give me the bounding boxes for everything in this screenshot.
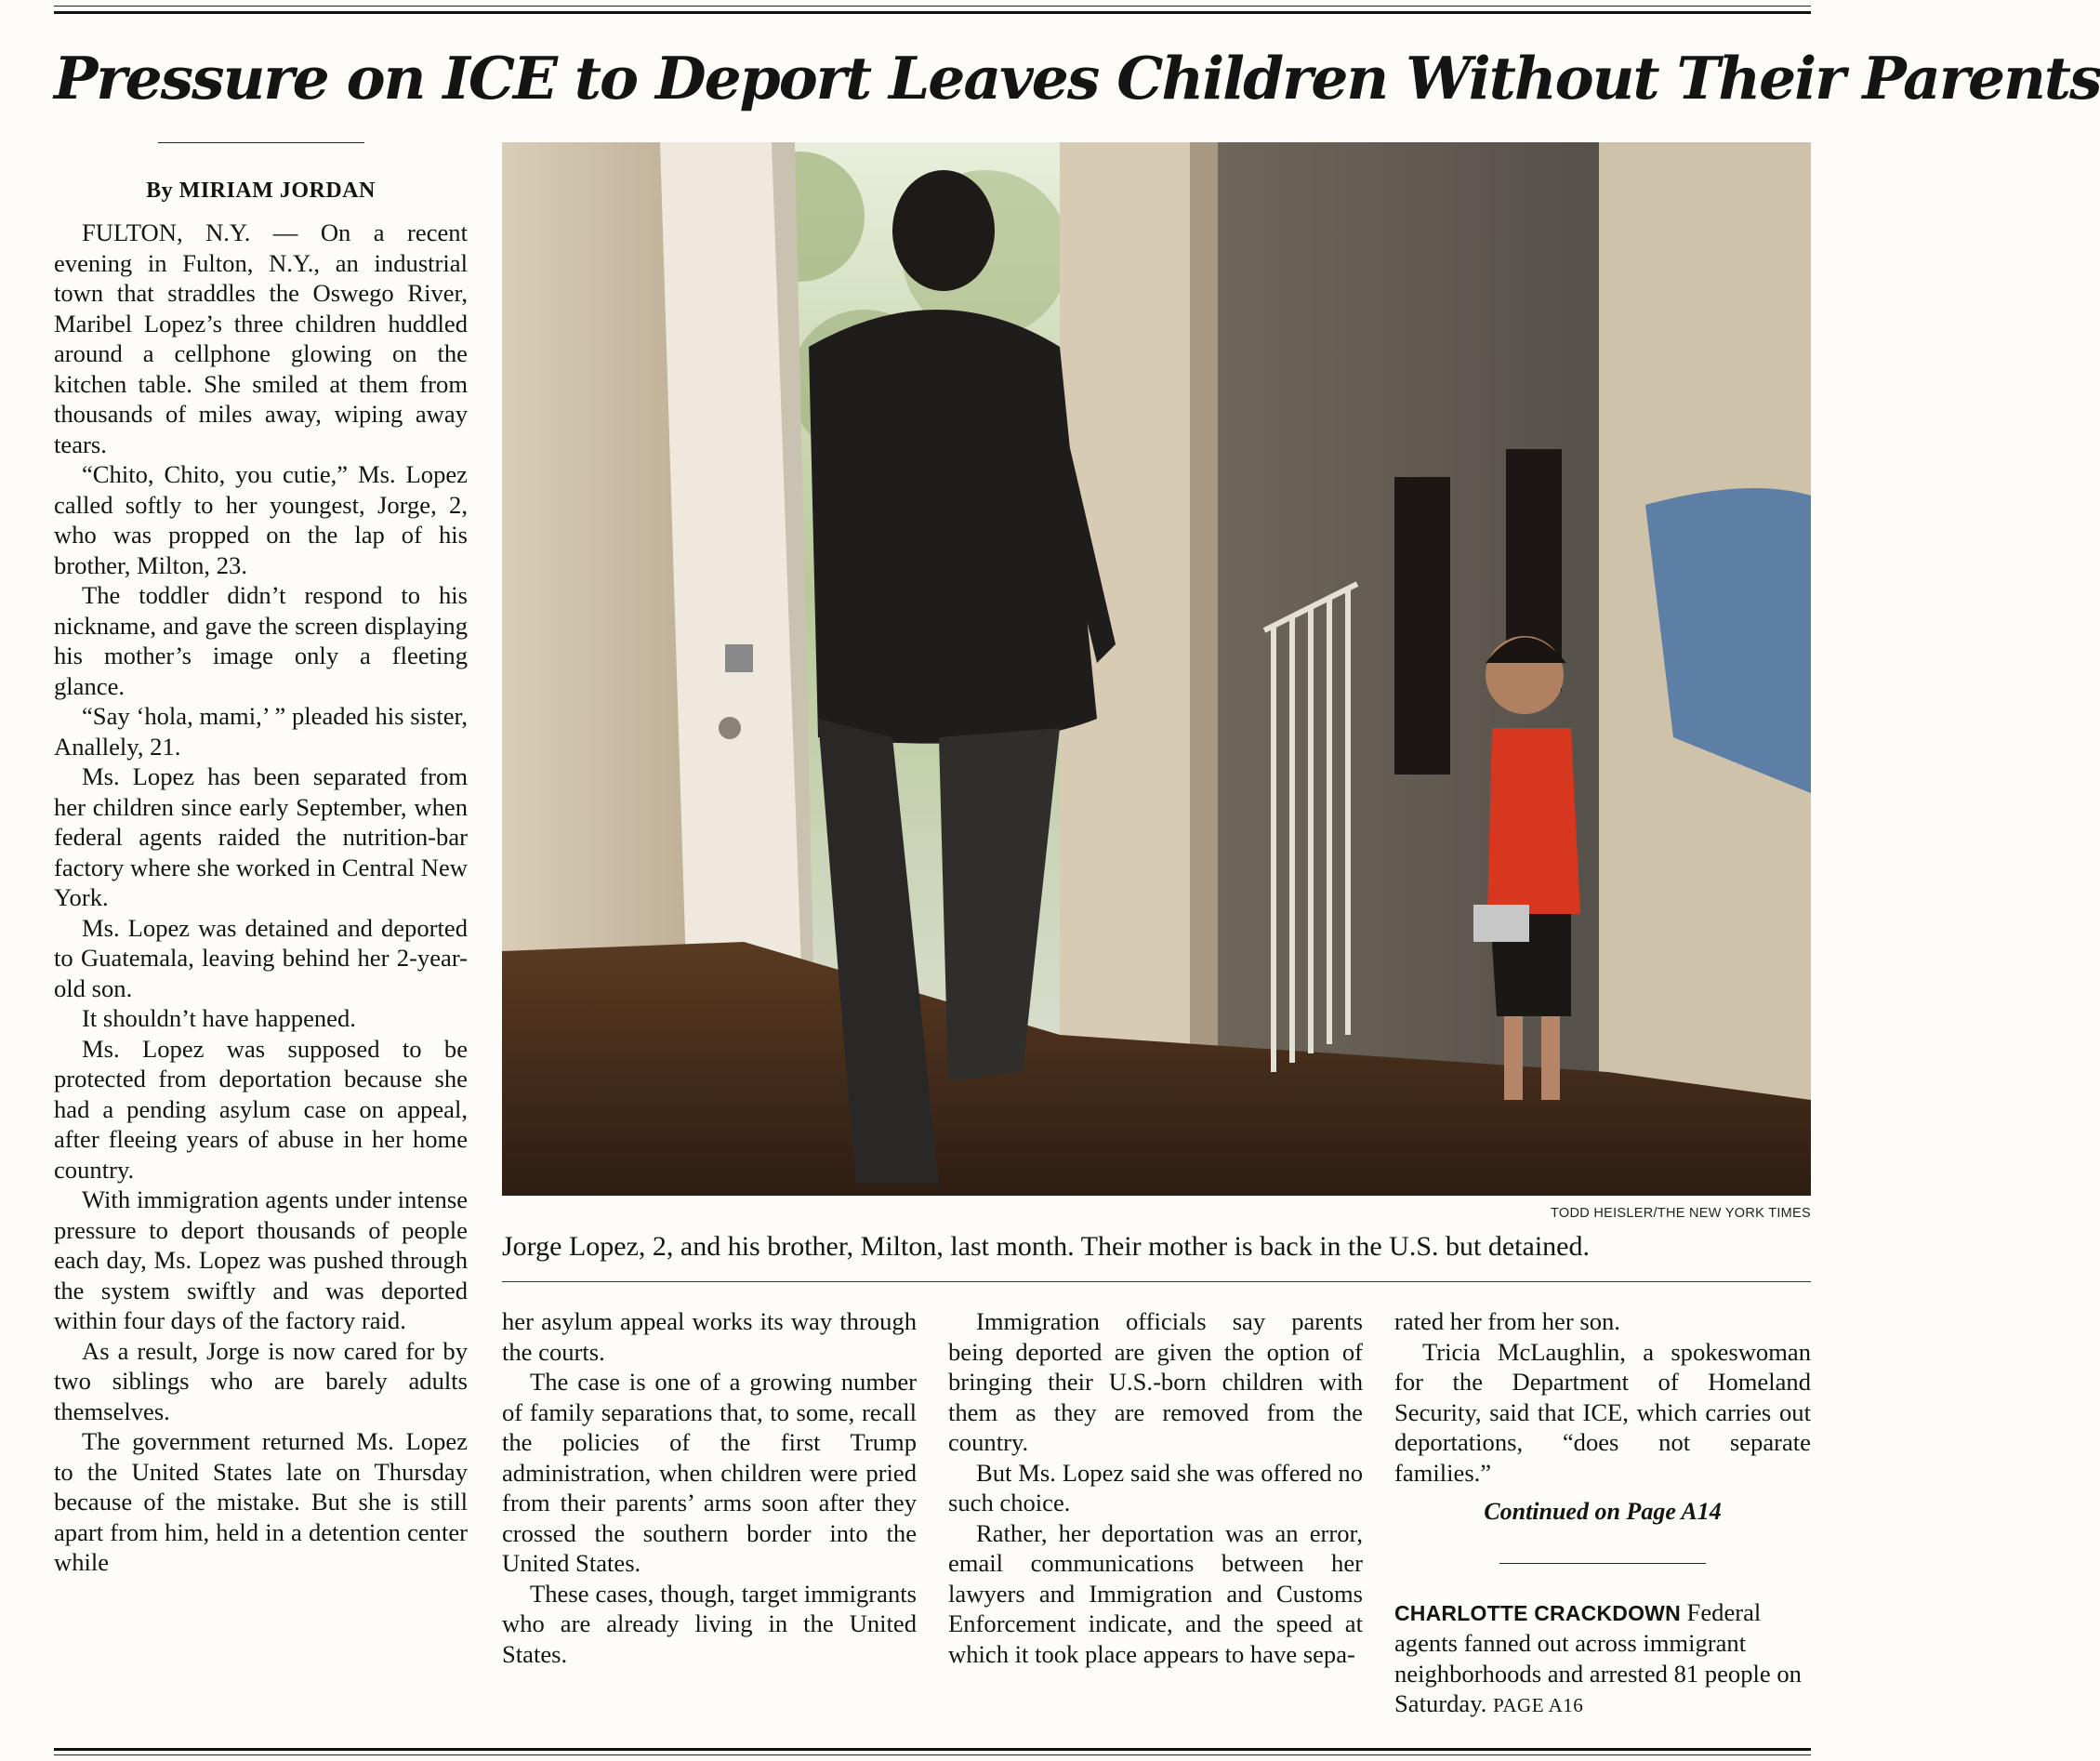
paragraph: These cases, though, target immigrants who are already living in the United States. [502, 1579, 917, 1668]
paragraph: rated her from her son. [1394, 1307, 1620, 1335]
photo-caption: Jorge Lopez, 2, and his brother, Milton, last month. Their mother is back in the U.S. but detained. [502, 1231, 1590, 1262]
paragraph: Tricia McLaughlin, a spokeswoman for the Department of Homeland Security, said that ICE, which carries out deportations, “does not separate families.” [1394, 1337, 1811, 1487]
paragraph: Immigration officials say parents being deported are given the option of bringing their U.S.-born children with them as they are removed from the country. [948, 1307, 1363, 1456]
paragraph: “Say ‘hola, mami,’ ” pleaded his sister, Anallely, 21. [54, 702, 468, 761]
paragraph: The case is one of a growing number of family separations that, to some, recall the policies of the first Trump administration, when children were pried from their parents’ arms soon after they crossed the southern border into the United States. [502, 1368, 917, 1577]
paragraph: Ms. Lopez was detained and deported to Guatemala, leaving behind her 2-year-old son. [54, 913, 468, 1002]
continued-link[interactable]: Continued on Page A14 [1484, 1498, 1722, 1525]
caption-rule [502, 1281, 1811, 1282]
paragraph: Ms. Lopez has been separated from her children since early September, when federal agents raided the nutrition-bar factory where she worked in Central New York. [54, 762, 468, 911]
paragraph: With immigration agents under intense pressure to deport thousands of people each day, Ms. Lopez was pushed through the system swiftly and was deported within four days of the factory raid. [54, 1185, 468, 1334]
article-column-1 [54, 218, 468, 1724]
bottom-rule-thin [54, 1754, 1811, 1755]
brief-kicker: CHARLOTTE CRACKDOWN [1394, 1600, 1681, 1625]
article-column-4 [1394, 1306, 1811, 1721]
paragraph: It shouldn’t have happened. [82, 1004, 356, 1032]
top-rule-thin [54, 6, 1811, 7]
news-photo [502, 142, 1811, 1196]
byline-rule [158, 142, 364, 143]
paragraph: As a result, Jorge is now cared for by two siblings who are barely adults themselves. [54, 1336, 468, 1425]
headline: Pressure on ICE to Deport Leaves Children Without Their Parents [54, 44, 2100, 113]
paragraph: The toddler didn’t respond to his nickname, and gave the screen displaying his mother’s image only a fleeting glance. [54, 581, 468, 700]
brief-rule [1499, 1563, 1706, 1564]
paragraph: FULTON, N.Y. — On a recent evening in Fulton, N.Y., an industrial town that straddles the Oswego River, Maribel Lopez’s three children huddled around a cellphone glowing on the kitchen table. She smiled at them from thousands of miles away, wiping away tears. [54, 218, 468, 458]
brief-page-ref[interactable]: PAGE A16 [1493, 1694, 1584, 1716]
bottom-rule-thick [54, 1748, 1811, 1751]
article-column-2 [502, 1306, 917, 1669]
paragraph: But Ms. Lopez said she was offered no such choice. [948, 1458, 1363, 1516]
paragraph: “Chito, Chito, you cutie,” Ms. Lopez called softly to her youngest, Jorge, 2, who was propped on the lap of his brother, Milton, 23. [54, 460, 468, 579]
photo-credit: TODD HEISLER/THE NEW YORK TIMES [1550, 1206, 1811, 1221]
byline: By MIRIAM JORDAN [146, 179, 376, 203]
paragraph: her asylum appeal works its way through the courts. [502, 1307, 917, 1366]
news-brief [1394, 1597, 1811, 1721]
top-rule-thick [54, 11, 1811, 14]
brief-text: Federal agents fanned out across immigrant neighborhoods and arrested 81 people on Saturday. [1394, 1597, 1802, 1717]
paragraph: The government returned Ms. Lopez to the United States late on Thursday because of the mistake. But she is still apart from him, held in a detention center while [54, 1427, 468, 1576]
paragraph: Rather, her deportation was an error, email communications between her lawyers and Immigration and Customs Enforcement indicate, and the speed at which it took place appears to have sepa- [948, 1518, 1363, 1668]
paragraph: Ms. Lopez was supposed to be protected from deportation because she had a pending asylum case on appeal, after fleeing years of abuse in her home country. [54, 1034, 468, 1184]
article-column-3 [948, 1306, 1363, 1669]
